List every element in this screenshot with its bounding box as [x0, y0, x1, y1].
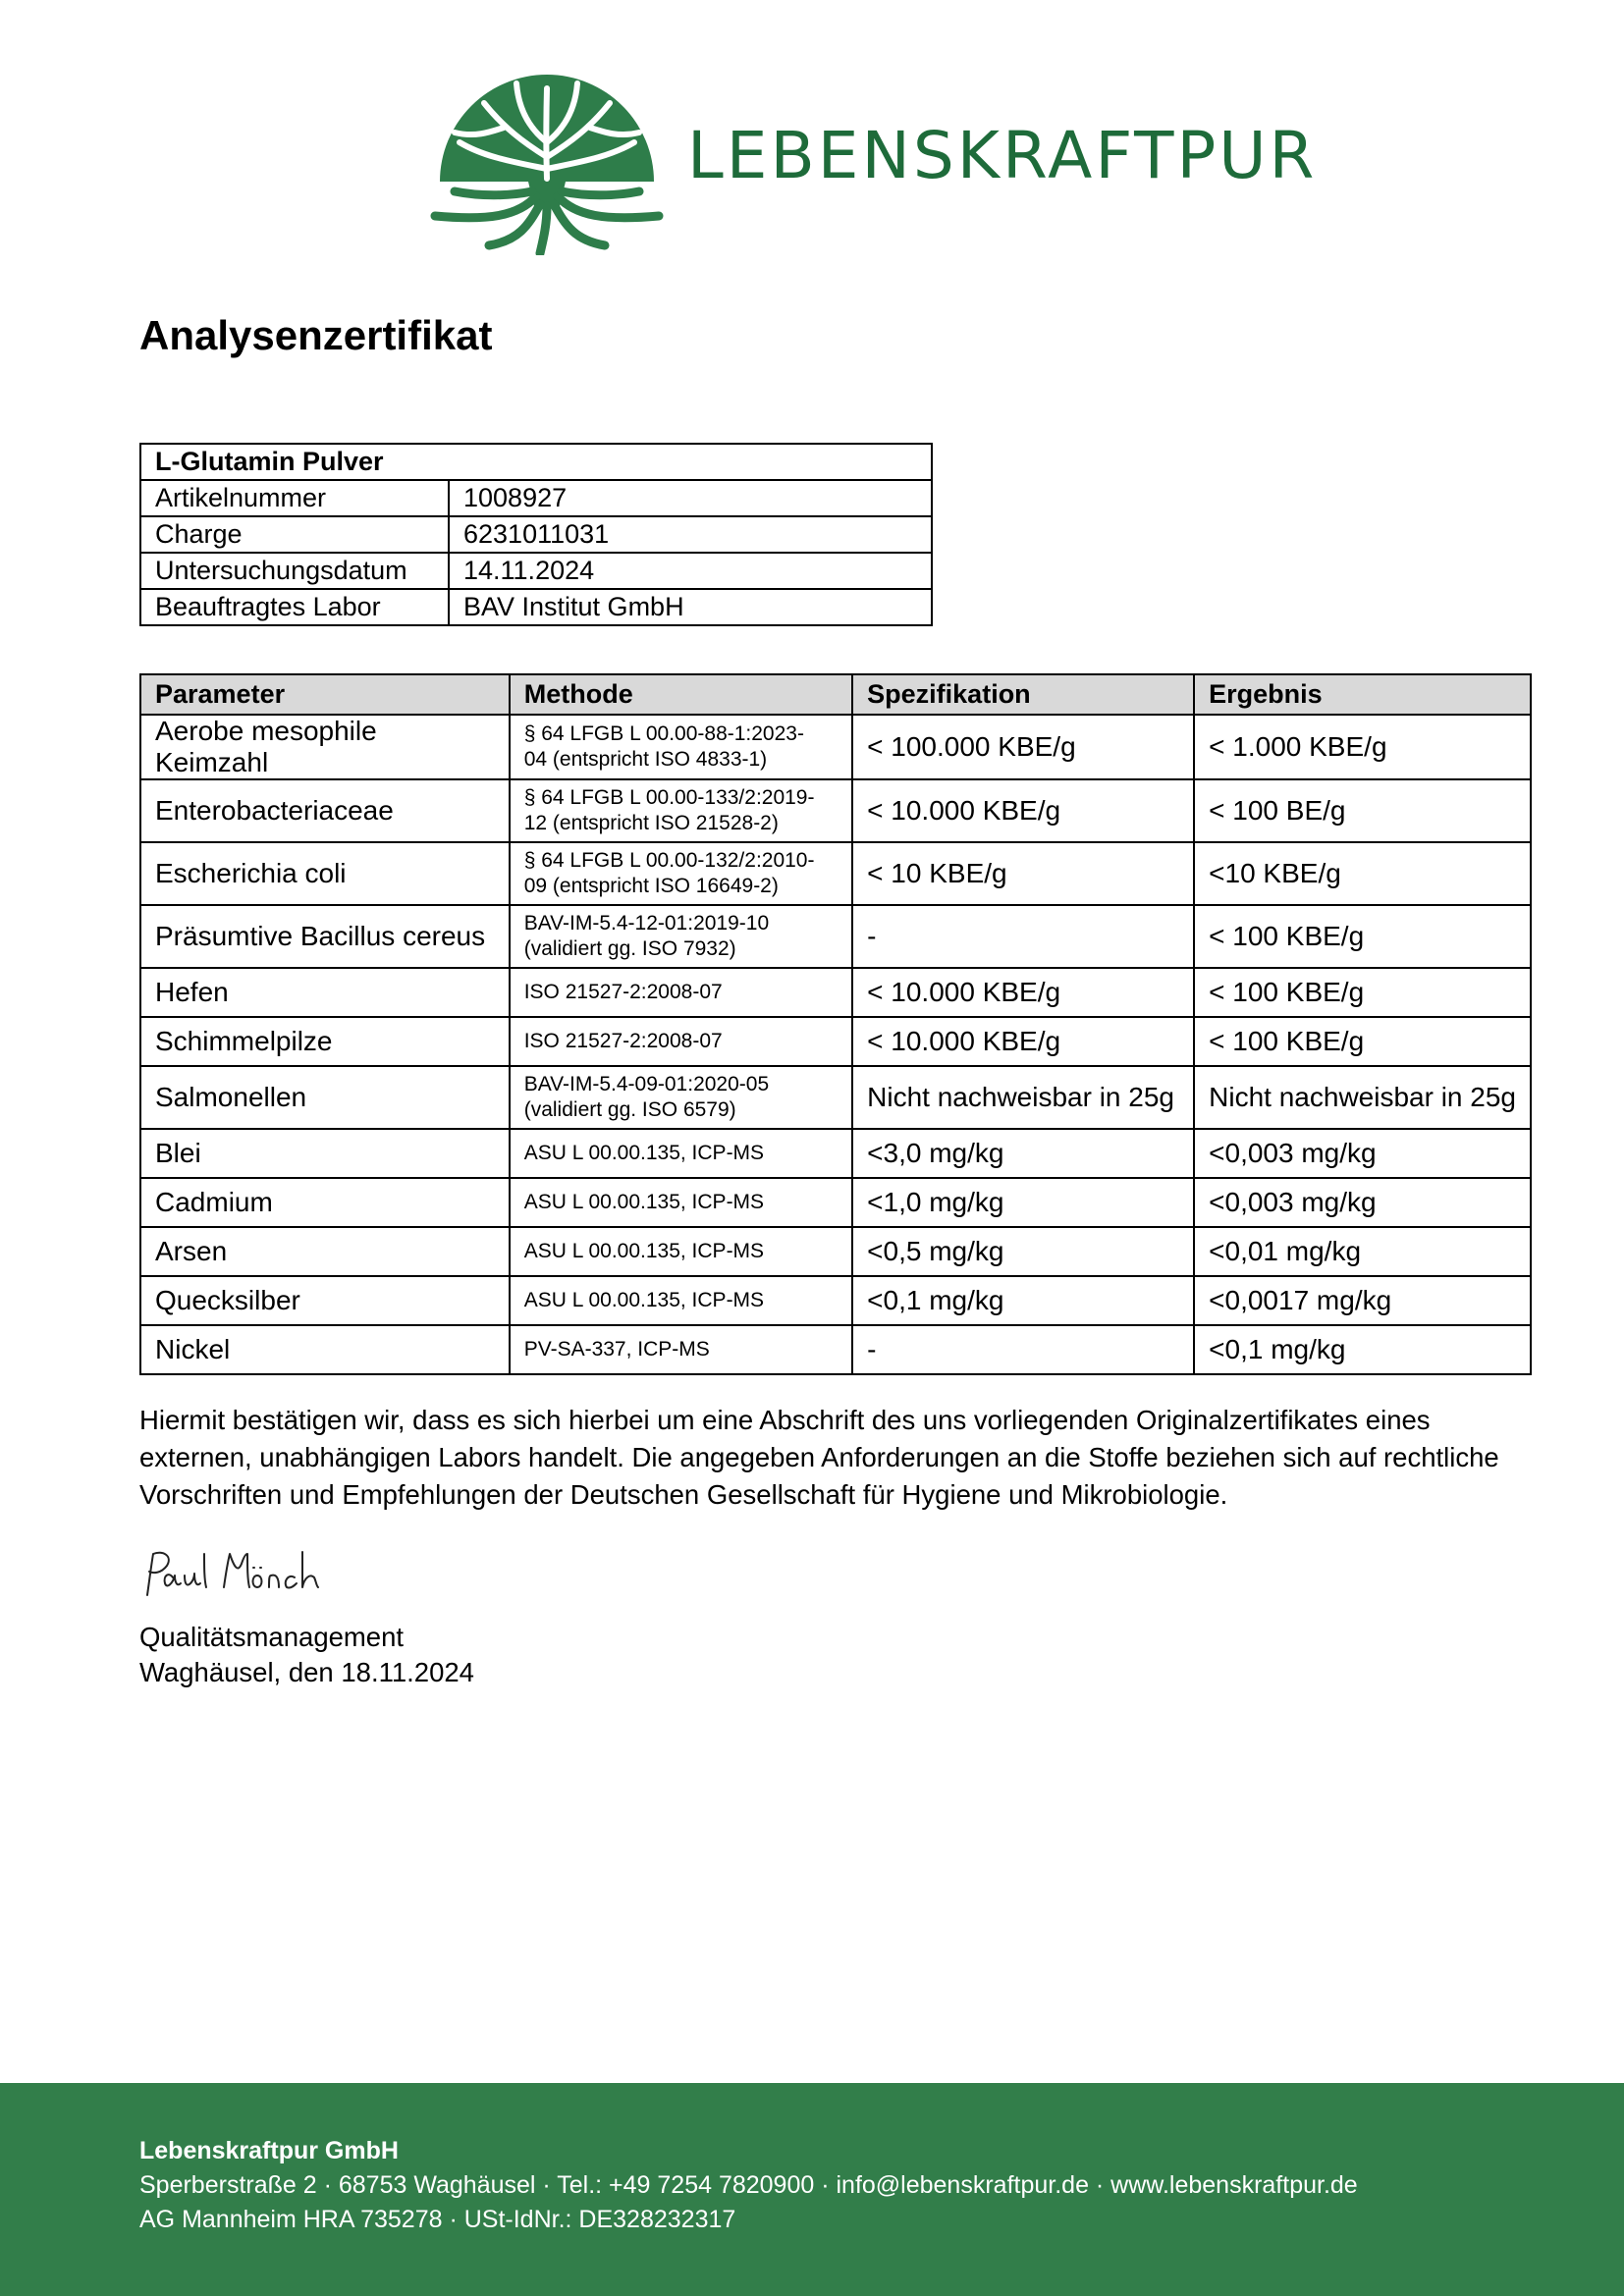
- method-line: ASU L 00.00.135, ICP-MS: [523, 1142, 765, 1164]
- method-line: § 64 LFGB L 00.00-132/2:2010-: [523, 849, 815, 872]
- info-row: [140, 480, 932, 516]
- specification-cell: <0,1 mg/kg: [852, 1276, 1194, 1325]
- footer-content: [139, 2134, 1358, 2237]
- method-cell: [510, 1227, 852, 1276]
- statement-line: externen, unabhängigen Labors handelt. Die angegeben Anforderungen an die Stoffe beziehen sich auf rechtliche: [139, 1442, 1499, 1472]
- specification-cell: < 10.000 KBE/g: [852, 968, 1194, 1017]
- specification-cell: <0,5 mg/kg: [852, 1227, 1194, 1276]
- header-result: Ergebnis: [1194, 674, 1531, 715]
- specification-cell: <1,0 mg/kg: [852, 1178, 1194, 1227]
- result-cell: < 100 KBE/g: [1194, 1017, 1531, 1066]
- footer-address: Sperberstraße 2 · 68753 Waghäusel · Tel.: +49 7254 7820900 · info@lebenskraftpur.de · www.lebenskraftpur.de: [139, 2171, 1358, 2199]
- info-value: 1008927: [449, 480, 932, 516]
- analysis-results-table: [139, 673, 1532, 1375]
- parameter-cell: Nickel: [140, 1325, 510, 1374]
- result-cell: < 100 KBE/g: [1194, 968, 1531, 1017]
- info-row: [140, 516, 932, 553]
- table-row: [140, 842, 1531, 905]
- table-row: [140, 1325, 1531, 1374]
- method-cell: [510, 779, 852, 842]
- table-row: [140, 1129, 1531, 1178]
- results-body: [140, 715, 1531, 1374]
- method-line: 04 (entspricht ISO 4833-1): [523, 748, 768, 771]
- method-line: ISO 21527-2:2008-07: [523, 981, 723, 1003]
- footer-register: AG Mannheim HRA 735278 · USt-IdNr.: DE328232317: [139, 2206, 736, 2233]
- document-title: Analysenzertifikat: [139, 312, 493, 358]
- confirmation-statement: [139, 1402, 1534, 1514]
- method-cell: [510, 1129, 852, 1178]
- table-row: [140, 1276, 1531, 1325]
- method-cell: [510, 1178, 852, 1227]
- footer-company: Lebenskraftpur GmbH: [139, 2137, 399, 2164]
- product-info-table: [139, 443, 933, 626]
- parameter-cell: Salmonellen: [140, 1066, 510, 1129]
- result-cell: <0,003 mg/kg: [1194, 1129, 1531, 1178]
- page-footer: [0, 2083, 1624, 2296]
- info-value: 6231011031: [449, 516, 932, 553]
- method-line: 12 (entspricht ISO 21528-2): [523, 812, 779, 834]
- parameter-cell: Hefen: [140, 968, 510, 1017]
- header-parameter: Parameter: [140, 674, 510, 715]
- specification-cell: < 100.000 KBE/g: [852, 715, 1194, 779]
- method-cell: [510, 842, 852, 905]
- info-label: Untersuchungsdatum: [140, 553, 449, 589]
- tree-roots-circle-icon: [430, 49, 664, 255]
- parameter-cell: Quecksilber: [140, 1276, 510, 1325]
- product-name-row: [140, 444, 932, 480]
- method-line: ISO 21527-2:2008-07: [523, 1030, 723, 1052]
- method-line: ASU L 00.00.135, ICP-MS: [523, 1289, 765, 1311]
- result-cell: < 100 KBE/g: [1194, 905, 1531, 968]
- parameter-cell: Aerobe mesophile Keimzahl: [140, 715, 510, 779]
- table-row: [140, 905, 1531, 968]
- info-label: Charge: [140, 516, 449, 553]
- specification-cell: -: [852, 905, 1194, 968]
- info-label: Artikelnummer: [140, 480, 449, 516]
- header-method: Methode: [510, 674, 852, 715]
- parameter-cell: Präsumtive Bacillus cereus: [140, 905, 510, 968]
- signer-role: Qualitätsmanagement: [139, 1622, 405, 1652]
- info-label: Beauftragtes Labor: [140, 589, 449, 625]
- specification-cell: Nicht nachweisbar in 25g: [852, 1066, 1194, 1129]
- parameter-cell: Cadmium: [140, 1178, 510, 1227]
- method-cell: [510, 968, 852, 1017]
- result-cell: <10 KBE/g: [1194, 842, 1531, 905]
- table-row: [140, 1017, 1531, 1066]
- method-line: BAV-IM-5.4-09-01:2020-05: [523, 1073, 770, 1095]
- table-row: [140, 968, 1531, 1017]
- result-cell: Nicht nachweisbar in 25g: [1194, 1066, 1531, 1129]
- place-date: Waghäusel, den 18.11.2024: [139, 1657, 474, 1687]
- brand-wordmark: LEBENSKRAFTPUR: [687, 118, 1318, 193]
- parameter-cell: Escherichia coli: [140, 842, 510, 905]
- parameter-cell: Blei: [140, 1129, 510, 1178]
- method-line: PV-SA-337, ICP-MS: [523, 1338, 710, 1361]
- info-value: BAV Institut GmbH: [449, 589, 932, 625]
- table-row: [140, 1066, 1531, 1129]
- table-row: [140, 779, 1531, 842]
- info-value: 14.11.2024: [449, 553, 932, 589]
- method-line: § 64 LFGB L 00.00-88-1:2023-: [523, 722, 804, 745]
- result-cell: <0,0017 mg/kg: [1194, 1276, 1531, 1325]
- table-row: [140, 715, 1531, 779]
- method-line: (validiert gg. ISO 7932): [523, 937, 736, 960]
- method-cell: [510, 1066, 852, 1129]
- info-row: [140, 553, 932, 589]
- result-cell: <0,1 mg/kg: [1194, 1325, 1531, 1374]
- specification-cell: < 10.000 KBE/g: [852, 1017, 1194, 1066]
- method-cell: [510, 1325, 852, 1374]
- table-row: [140, 1178, 1531, 1227]
- specification-cell: <3,0 mg/kg: [852, 1129, 1194, 1178]
- handwritten-signature: [139, 1544, 326, 1603]
- specification-cell: -: [852, 1325, 1194, 1374]
- method-cell: [510, 1017, 852, 1066]
- result-cell: <0,01 mg/kg: [1194, 1227, 1531, 1276]
- method-line: ASU L 00.00.135, ICP-MS: [523, 1240, 765, 1262]
- signature-block: [139, 1620, 474, 1690]
- header-specification: Spezifikation: [852, 674, 1194, 715]
- method-cell: [510, 905, 852, 968]
- method-line: BAV-IM-5.4-12-01:2019-10: [523, 912, 770, 934]
- parameter-cell: Schimmelpilze: [140, 1017, 510, 1066]
- result-cell: <0,003 mg/kg: [1194, 1178, 1531, 1227]
- statement-line: Hiermit bestätigen wir, dass es sich hierbei um eine Abschrift des uns vorliegenden Originalzertifikates eines: [139, 1405, 1431, 1435]
- result-cell: < 100 BE/g: [1194, 779, 1531, 842]
- table-row: [140, 1227, 1531, 1276]
- product-name: L-Glutamin Pulver: [140, 444, 932, 480]
- specification-cell: < 10.000 KBE/g: [852, 779, 1194, 842]
- method-line: (validiert gg. ISO 6579): [523, 1098, 736, 1121]
- statement-line: Vorschriften und Empfehlungen der Deutschen Gesellschaft für Hygiene und Mikrobiologie.: [139, 1479, 1228, 1510]
- result-cell: < 1.000 KBE/g: [1194, 715, 1531, 779]
- parameter-cell: Arsen: [140, 1227, 510, 1276]
- method-cell: [510, 715, 852, 779]
- method-cell: [510, 1276, 852, 1325]
- method-line: ASU L 00.00.135, ICP-MS: [523, 1191, 765, 1213]
- method-line: § 64 LFGB L 00.00-133/2:2019-: [523, 786, 815, 809]
- info-row: [140, 589, 932, 625]
- parameter-cell: Enterobacteriaceae: [140, 779, 510, 842]
- brand-logo: [430, 49, 1318, 255]
- specification-cell: < 10 KBE/g: [852, 842, 1194, 905]
- table-header-row: [140, 674, 1531, 715]
- method-line: 09 (entspricht ISO 16649-2): [523, 875, 779, 897]
